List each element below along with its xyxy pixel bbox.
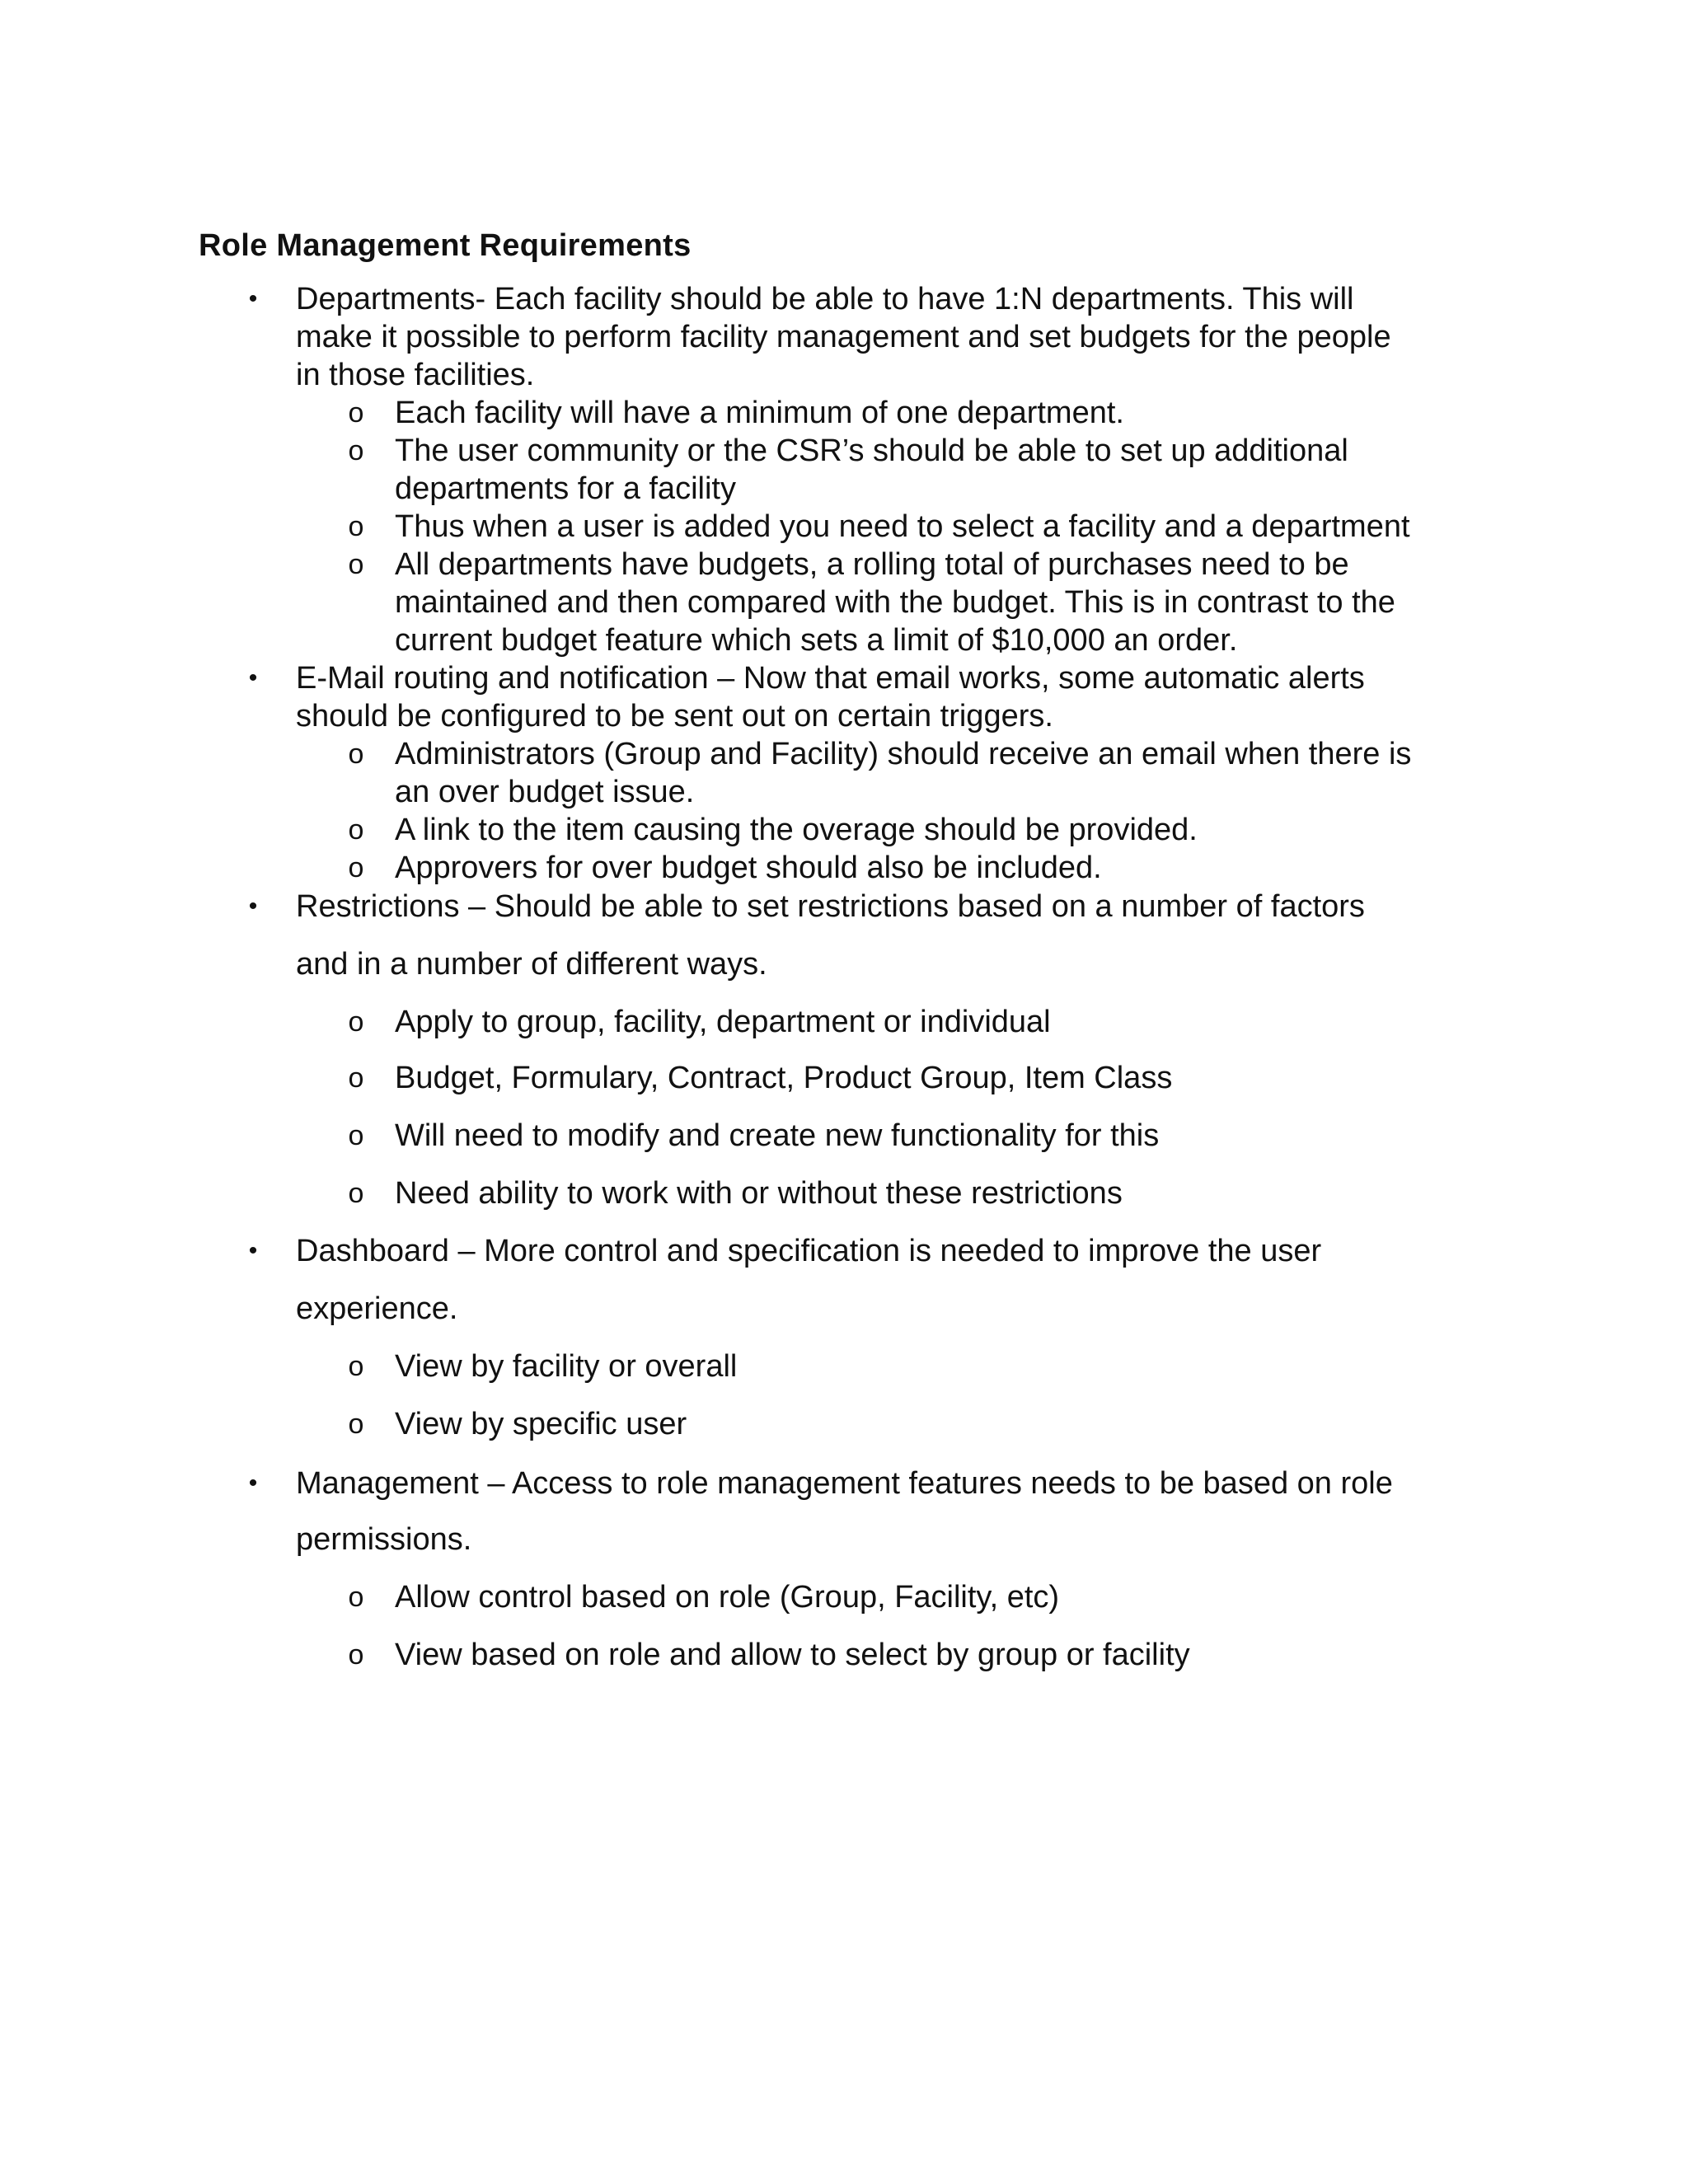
bullet-text-line: should be configured to be sent out on certain triggers. — [296, 699, 1053, 733]
sub-item-text-line: View by specific user — [395, 1407, 687, 1441]
sub-item-text-line: departments for a facility — [395, 471, 736, 506]
sub-item-text-line: Thus when a user is added you need to select a facility and a department — [395, 509, 1410, 544]
sub-bullet-marker: o — [348, 1178, 364, 1209]
sub-bullet-marker: o — [348, 1006, 364, 1038]
sub-item-text-line: View by facility or overall — [395, 1349, 738, 1384]
sub-item-text-line: Will need to modify and create new functionality for this — [395, 1118, 1160, 1153]
sub-item-text-line: current budget feature which sets a limit of $10,000 an order. — [395, 623, 1238, 658]
sub-item-text-line: All departments have budgets, a rolling total of purchases need to be — [395, 547, 1349, 582]
sub-bullet-marker: o — [348, 738, 364, 770]
sub-item-text-line: an over budget issue. — [395, 775, 695, 809]
bullet-text-line: Dashboard – More control and specification is needed to improve the user — [296, 1234, 1322, 1268]
sub-item-text-line: Each facility will have a minimum of one department. — [395, 396, 1124, 430]
sub-bullet-marker: o — [348, 1062, 364, 1094]
page-title: Role Management Requirements — [199, 228, 692, 263]
sub-bullet-marker: o — [348, 435, 364, 466]
sub-bullet-marker: o — [348, 1120, 364, 1151]
sub-item-text-line: Apply to group, facility, department or individual — [395, 1005, 1051, 1039]
sub-bullet-marker: o — [348, 549, 364, 580]
bullet-text-line: experience. — [296, 1291, 458, 1326]
bullet-marker: • — [248, 285, 258, 312]
bullet-marker: • — [248, 1237, 258, 1264]
sub-bullet-marker: o — [348, 1639, 364, 1671]
sub-bullet-marker: o — [348, 511, 364, 542]
bullet-marker: • — [248, 893, 258, 920]
bullet-marker: • — [248, 1469, 258, 1497]
sub-item-text-line: A link to the item causing the overage should be provided. — [395, 813, 1198, 847]
sub-item-text-line: The user community or the CSR’s should be able to set up additional — [395, 434, 1348, 468]
sub-item-text-line: View based on role and allow to select by group or facility — [395, 1638, 1190, 1672]
sub-bullet-marker: o — [348, 852, 364, 883]
bullet-text-line: Management – Access to role management features needs to be based on role — [296, 1466, 1393, 1501]
sub-bullet-marker: o — [348, 1582, 364, 1613]
sub-item-text-line: Allow control based on role (Group, Facility, etc) — [395, 1580, 1060, 1615]
sub-bullet-marker: o — [348, 1408, 364, 1440]
bullet-text-line: in those facilities. — [296, 358, 535, 392]
bullet-text-line: and in a number of different ways. — [296, 947, 767, 982]
sub-bullet-marker: o — [348, 397, 364, 429]
bullet-text-line: E-Mail routing and notification – Now that email works, some automatic alerts — [296, 661, 1365, 696]
bullet-marker: • — [248, 664, 258, 691]
sub-bullet-marker: o — [348, 1351, 364, 1382]
bullet-text-line: Restrictions – Should be able to set restrictions based on a number of factors — [296, 889, 1365, 924]
sub-item-text-line: Administrators (Group and Facility) should receive an email when there is — [395, 737, 1412, 771]
sub-item-text-line: maintained and then compared with the budget. This is in contrast to the — [395, 585, 1395, 620]
sub-item-text-line: Budget, Formulary, Contract, Product Group, Item Class — [395, 1061, 1173, 1095]
sub-bullet-marker: o — [348, 814, 364, 846]
sub-item-text-line: Approvers for over budget should also be included. — [395, 851, 1102, 885]
bullet-text-line: Departments- Each facility should be able to have 1:N departments. This will — [296, 282, 1354, 316]
bullet-text-line: permissions. — [296, 1522, 472, 1557]
bullet-text-line: make it possible to perform facility management and set budgets for the people — [296, 320, 1391, 354]
sub-item-text-line: Need ability to work with or without these restrictions — [395, 1176, 1123, 1211]
